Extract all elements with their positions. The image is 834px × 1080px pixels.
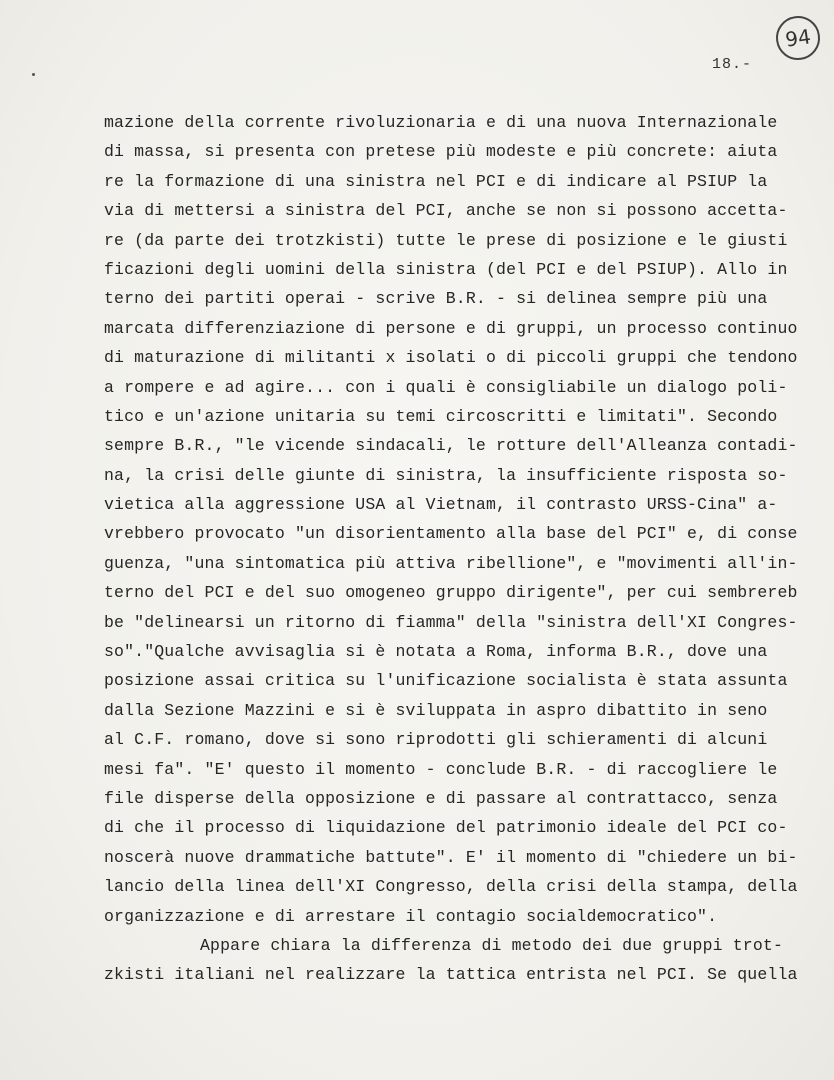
text-line: file disperse della opposizione e di passare al contrattacco, senza — [104, 788, 778, 808]
text-line: vietica alla aggressione USA al Vietnam, il contrasto URSS-Cina" a- — [104, 495, 778, 515]
text-line: posizione assai critica su l'unificazione socialista è stata assunta — [104, 671, 788, 691]
text-line: re la formazione di una sinistra nel PCI e di indicare al PSIUP la — [104, 171, 768, 191]
paragraph-start-line: Appare chiara la differenza di metodo dei due gruppi trot- — [200, 935, 783, 955]
text-line: a rompere e ad agire... con i quali è consigliabile un dialogo poli- — [104, 377, 788, 397]
text-line: re (da parte dei trotzkisti) tutte le prese di posizione e le giusti — [104, 230, 788, 250]
stamp-number: 94 — [783, 24, 813, 52]
text-line: be "delinearsi un ritorno di fiamma" della "sinistra dell'XI Congres- — [104, 612, 798, 632]
text-line: lancio della linea dell'XI Congresso, della crisi della stampa, della — [104, 877, 798, 897]
text-line: terno dei partiti operai - scrive B.R. - si delinea sempre più una — [104, 289, 768, 309]
text-line: so"."Qualche avvisaglia si è notata a Roma, informa B.R., dove una — [104, 642, 768, 662]
text-line: al C.F. romano, dove si sono riprodotti gli schieramenti di alcuni — [104, 730, 768, 750]
page-number: 18.- — [712, 56, 753, 73]
text-line: na, la crisi delle giunte di sinistra, la insufficiente risposta so- — [104, 465, 788, 485]
text-line: zkisti italiani nel realizzare la tattica entrista nel PCI. Se quella — [104, 965, 798, 985]
text-line: di massa, si presenta con pretese più modeste e più concrete: aiuta — [104, 142, 778, 162]
text-line: marcata differenziazione di persone e di gruppi, un processo continuo — [104, 318, 798, 338]
text-line: di maturazione di militanti x isolati o di piccoli gruppi che tendono — [104, 348, 798, 368]
text-line: mesi fa". "E' questo il momento - conclude B.R. - di raccogliere le — [104, 759, 778, 779]
text-line: ficazioni degli uomini della sinistra (del PCI e del PSIUP). Allo in — [104, 259, 788, 279]
margin-dot — [32, 73, 35, 76]
text-line: tico e un'azione unitaria su temi circoscritti e limitati". Secondo — [104, 406, 778, 426]
text-line: terno del PCI e del suo omogeneo gruppo dirigente", per cui sembrereb — [104, 583, 798, 603]
text-line: dalla Sezione Mazzini e si è sviluppata in aspro dibattito in seno — [104, 700, 768, 720]
text-line: via di mettersi a sinistra del PCI, anche se non si possono accetta- — [104, 201, 788, 221]
text-line: guenza, "una sintomatica più attiva ribellione", e "movimenti all'in- — [104, 553, 798, 573]
text-line: di che il processo di liquidazione del patrimonio ideale del PCI co- — [104, 818, 788, 838]
body-text — [104, 108, 798, 990]
text-line: mazione della corrente rivoluzionaria e di una nuova Internazionale — [104, 113, 778, 132]
text-line: sempre B.R., "le vicende sindacali, le rotture dell'Alleanza contadi- — [104, 436, 798, 456]
archive-stamp — [773, 13, 823, 63]
text-line: organizzazione e di arrestare il contagio socialdemocratico". — [104, 906, 718, 926]
text-line: noscerà nuove drammatiche battute". E' il momento di "chiedere un bi- — [104, 847, 798, 867]
text-line: vrebbero provocato "un disorientamento alla base del PCI" e, di conse — [104, 524, 798, 544]
